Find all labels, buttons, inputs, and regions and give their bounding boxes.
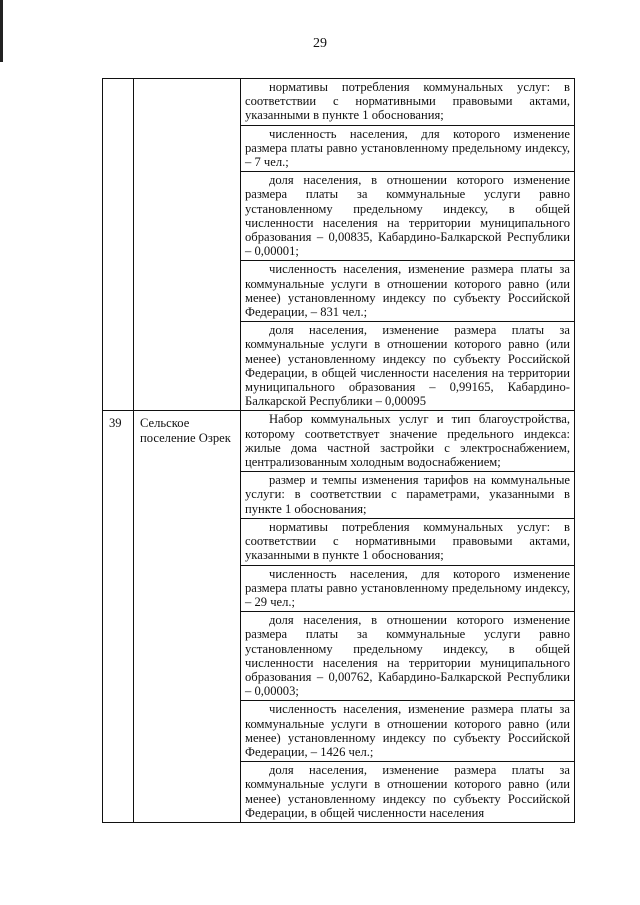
description-paragraph: нормативы потребления коммунальных услуг: в соответствии с нормативными правовыми актами, указанными в пункте 1 обоснования; bbox=[241, 79, 574, 126]
description-paragraph: нормативы потребления коммунальных услуг: в соответствии с нормативными правовыми актами, указанными в пункте 1 обоснования; bbox=[241, 519, 574, 566]
page-number: 29 bbox=[313, 36, 327, 51]
description-paragraph: Набор коммунальных услуг и тип благоустройства, которому соответствует значение предельного индекса: жилые дома частной застройки с электроснабжением, централизованным холодным водоснабжением; bbox=[241, 411, 574, 472]
row-number-cell bbox=[103, 79, 134, 411]
description-paragraph: численность населения, для которого изменение размера платы равно установленному предельному индексу, – 7 чел.; bbox=[241, 126, 574, 173]
description-paragraph: размер и темпы изменения тарифов на коммунальные услуги: в соответствии с параметрами, указанными в пункте 1 обоснования; bbox=[241, 472, 574, 519]
row-number-cell: 39 bbox=[103, 411, 134, 822]
table-row bbox=[103, 79, 575, 411]
description-cell bbox=[241, 79, 575, 411]
description-cell bbox=[241, 411, 575, 822]
settlement-name-cell: Сельское поселение Озрек bbox=[134, 411, 241, 822]
description-paragraph: численность населения, для которого изменение размера платы равно установленному предельному индексу, – 29 чел.; bbox=[241, 566, 574, 613]
description-paragraph: численность населения, изменение размера платы за коммунальные услуги в отношении которого равно (или менее) установленному индексу по субъекту Российской Федерации, – 1426 чел.; bbox=[241, 701, 574, 762]
description-paragraph: доля населения, в отношении которого изменение размера платы за коммунальные услуги равно установленному предельному индексу, в общей численности населения на территории муниципального образования – 0,00835, Кабардино-Балкарской Республики – 0,00001; bbox=[241, 172, 574, 261]
settlement-name-cell bbox=[134, 79, 241, 411]
description-paragraph: доля населения, изменение размера платы за коммунальные услуги в отношении которого равно (или менее) установленному индексу по субъекту Российской Федерации, в общей численности населения bbox=[245, 763, 570, 820]
settlements-table bbox=[102, 78, 575, 823]
description-paragraph: численность населения, изменение размера платы за коммунальные услуги в отношении которого равно (или менее) установленному индексу по субъекту Российской Федерации, – 831 чел.; bbox=[241, 261, 574, 322]
page-edge-mark bbox=[0, 0, 3, 62]
description-paragraph: доля населения, изменение размера платы за коммунальные услуги в отношении которого равно (или менее) установленному индексу по субъекту Российской Федерации, в общей численности населения на территории муниципального образования – 0,99165, Кабардино-Балкарской Республики – 0,00095 bbox=[245, 323, 570, 409]
description-paragraph: доля населения, в отношении которого изменение размера платы за коммунальные услуги равно установленному предельному индексу, в общей численности населения на территории муниципального образования – 0,00762, Кабардино-Балкарской Республики – 0,00003; bbox=[241, 612, 574, 701]
table-row bbox=[103, 411, 575, 822]
